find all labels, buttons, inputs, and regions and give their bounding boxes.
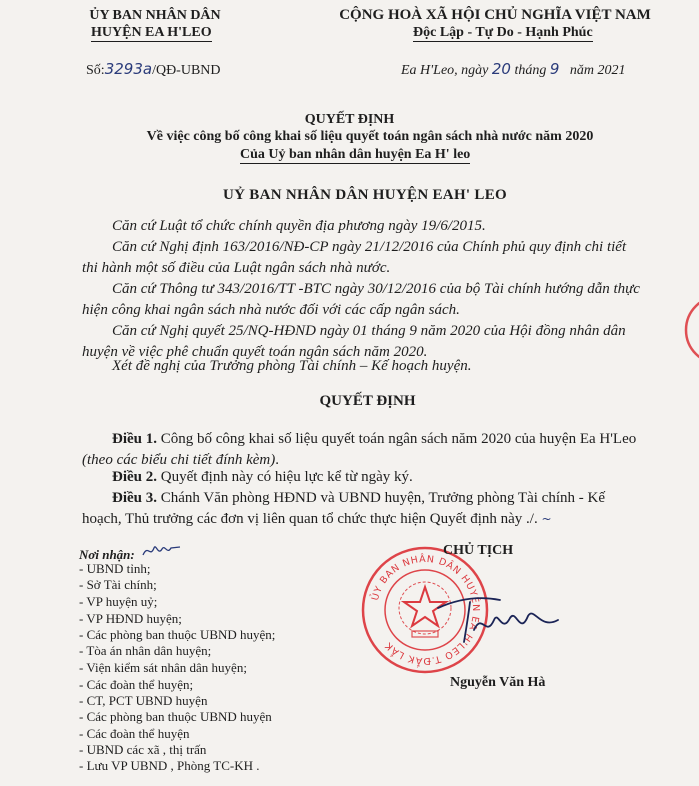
document-number bbox=[86, 60, 221, 79]
recipient-item: - Sở Tài chính; bbox=[79, 577, 157, 592]
date-month-label: tháng bbox=[514, 63, 547, 78]
subject-line-2-text: Của Uỷ ban nhân dân huyện Ea H' leo bbox=[240, 147, 471, 162]
basis-2: Căn cứ Nghị định 163/2016/NĐ-CP ngày 21/12/2016 của Chính phủ quy định chi tiết thi hành một số điều của Luật ngân sách nhà nước. bbox=[82, 239, 627, 276]
national-motto-text: Độc Lập - Tự Do - Hạnh Phúc bbox=[413, 25, 593, 40]
article-2-text: Quyết định này có hiệu lực kể từ ngày ký. bbox=[160, 469, 413, 485]
article-3-label: Điều 3. bbox=[112, 490, 157, 506]
country-name: CỘNG HOÀ XÃ HỘI CHỦ NGHĨA VIỆT NAM bbox=[339, 7, 651, 23]
doc-number-prefix: Số: bbox=[86, 63, 105, 78]
recipient-item: - Viện kiểm sát nhân dân huyện; bbox=[79, 660, 247, 675]
decision-heading: QUYẾT ĐỊNH bbox=[319, 393, 416, 409]
signature-icon bbox=[430, 590, 570, 650]
recipient-item: - VP HĐND huyện; bbox=[79, 611, 182, 626]
subject-line-1: Về việc công bố công khai số liệu quyết toán ngân sách nhà nước năm 2020 bbox=[146, 129, 594, 144]
recipient-item: - CT, PCT UBND huyện bbox=[79, 693, 208, 708]
document-heading: QUYẾT ĐỊNH bbox=[304, 112, 395, 127]
recipients-label: Nơi nhận: bbox=[79, 547, 135, 562]
article-1-text: Công bố công khai số liệu quyết toán ngân sách năm 2020 của huyện Ea H'Leo bbox=[160, 431, 637, 447]
article-2 bbox=[82, 467, 642, 488]
article-1 bbox=[82, 429, 638, 471]
article-3 bbox=[82, 488, 638, 530]
signer-title: CHỦ TỊCH bbox=[443, 543, 514, 558]
doc-number-suffix: /QĐ-UBND bbox=[152, 63, 221, 78]
recipient-initials-mark bbox=[140, 540, 185, 562]
date-place: Ea H'Leo, ngày bbox=[401, 63, 489, 78]
subject-line-2 bbox=[240, 147, 470, 164]
agency-district bbox=[91, 25, 212, 42]
issuing-authority: UỶ BAN NHÂN DÂN HUYỆN EAH' LEO bbox=[222, 187, 508, 203]
article-3-text: Chánh Văn phòng HĐND và UBND huyện, Trưởng phòng Tài chính - Kế hoạch, Thủ trưởng các đơn vị liên quan tổ chức thực hiện Quyết định này ./. bbox=[82, 490, 605, 527]
seal-ring-text: ỦY BAN NHÂN DÂN HUYỆN EA H'LEO T.ĐẮK LẮK bbox=[369, 553, 482, 667]
recipient-item: - Các đoàn thể huyện; bbox=[79, 677, 194, 692]
recipient-item: - Các phòng ban thuộc UBND huyện bbox=[79, 709, 272, 724]
initials-mark: ~ bbox=[541, 512, 552, 526]
recipient-item: - UBND các xã , thị trấn bbox=[79, 742, 207, 757]
recipient-item: - VP huyện uỷ; bbox=[79, 594, 158, 609]
basis-1: Căn cứ Luật tổ chức chính quyền địa phương ngày 19/6/2015. bbox=[112, 218, 486, 234]
date-month: 9 bbox=[549, 60, 560, 78]
article-1-label: Điều 1. bbox=[112, 431, 157, 447]
basis-3: Căn cứ Thông tư 343/2016/TT -BTC ngày 30/12/2016 của bộ Tài chính hướng dẫn thực hiện công khai ngân sách nhà nước đối với các cấp ngân sách. bbox=[82, 281, 640, 318]
article-1-note: (theo các biểu chi tiết đính kèm) bbox=[82, 452, 276, 468]
agency-district-text: HUYỆN EA H'LEO bbox=[91, 25, 212, 40]
issue-date bbox=[401, 60, 626, 79]
national-motto bbox=[413, 25, 593, 42]
agency-name: ỦY BAN NHÂN DÂN bbox=[89, 8, 221, 23]
recipient-item: - Lưu VP UBND , Phòng TC-KH . bbox=[79, 758, 260, 773]
doc-number-handwritten: 3293a bbox=[104, 60, 153, 78]
article-2-label: Điều 2. bbox=[112, 469, 157, 485]
date-day: 20 bbox=[491, 60, 511, 78]
basis-4: Căn cứ Nghị quyết 25/NQ-HĐND ngày 01 tháng 9 năm 2020 của Hội đồng nhân dân huyện về việc phê chuẩn quyết toán ngân sách năm 2020. bbox=[82, 323, 626, 360]
recipient-item: - Tòa án nhân dân huyện; bbox=[79, 643, 212, 658]
basis-5: Xét đề nghị của Trưởng phòng Tài chính – Kế hoạch huyện. bbox=[112, 358, 472, 374]
recipient-item: - Các đoàn thể huyện bbox=[79, 726, 190, 741]
recipient-item: - Các phòng ban thuộc UBND huyện; bbox=[79, 627, 276, 642]
recipient-item: - UBND tỉnh; bbox=[79, 561, 151, 576]
signer-name: Nguyễn Văn Hà bbox=[450, 675, 546, 690]
partial-seal-icon bbox=[680, 290, 699, 370]
date-year: năm 2021 bbox=[569, 63, 626, 78]
article-1-end: . bbox=[275, 452, 280, 468]
